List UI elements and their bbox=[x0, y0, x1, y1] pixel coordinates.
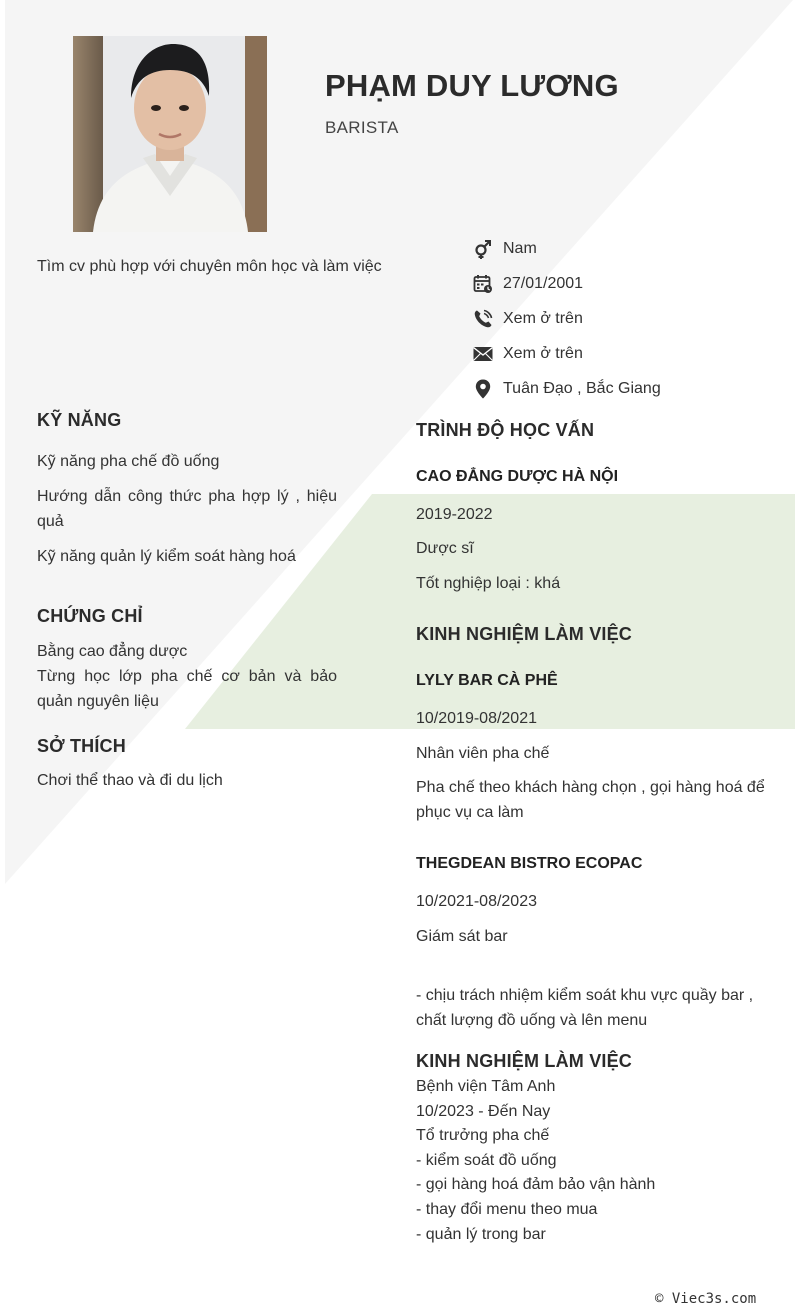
experience2-heading: KINH NGHIỆM LÀM VIỆC bbox=[416, 1051, 633, 1071]
location-icon bbox=[472, 378, 494, 400]
skill-item: Kỹ năng quản lý kiểm soát hàng hoá bbox=[37, 548, 296, 565]
experience2-line: Tổ trưởng pha chế bbox=[416, 1127, 550, 1145]
hobbies-heading: SỞ THÍCH bbox=[37, 736, 126, 756]
skill-item: Hướng dẫn công thức pha hợp lý , hiệu quả bbox=[37, 488, 337, 530]
career-objective: Tìm cv phù hợp với chuyên môn học và làm việc bbox=[37, 258, 382, 275]
experience2-line: - gọi hàng hoá đảm bảo vận hành bbox=[416, 1176, 656, 1194]
certificates-heading: CHỨNG CHỈ bbox=[37, 606, 143, 626]
contact-address-value: Tuân Đạo , Bắc Giang bbox=[503, 379, 661, 397]
contact-email-value: Xem ở trên bbox=[503, 344, 583, 362]
experience2-line: - thay đổi menu theo mua bbox=[416, 1200, 598, 1218]
certificate-item: Bằng cao đẳng dược bbox=[37, 643, 188, 660]
experience2-line: Bệnh viện Tâm Anh bbox=[416, 1078, 556, 1095]
job-description: Pha chế theo khách hàng chọn , gọi hàng hoá để phục vụ ca làm bbox=[416, 779, 765, 821]
experience2-details bbox=[416, 1075, 776, 1247]
experience2-line: - kiểm soát đồ uống bbox=[416, 1151, 557, 1169]
contact-phone bbox=[472, 302, 792, 337]
phone-icon bbox=[472, 308, 494, 330]
gender-icon bbox=[472, 238, 494, 260]
job-description: - chịu trách nhiệm kiểm soát khu vực quầy bar , chất lượng đồ uống và lên menu bbox=[416, 987, 754, 1029]
candidate-name: PHẠM DUY LƯƠNG bbox=[325, 68, 619, 103]
contact-birthday-value: 27/01/2001 bbox=[503, 275, 584, 293]
education-note: Tốt nghiệp loại : khá bbox=[416, 575, 561, 592]
job-company: THEGDEAN BISTRO ECOPAC bbox=[416, 855, 643, 872]
experience2-line: 10/2023 - Đến Nay bbox=[416, 1102, 551, 1120]
footer-copyright[interactable]: © Viec3s.com bbox=[655, 1291, 757, 1307]
job-period: 10/2019-08/2021 bbox=[416, 710, 537, 727]
job-period: 10/2021-08/2023 bbox=[416, 893, 537, 910]
hobbies-text: Chơi thể thao và đi du lịch bbox=[37, 772, 223, 789]
contact-info bbox=[472, 232, 792, 406]
job-position: Giám sát bar bbox=[416, 928, 508, 945]
job-company: LYLY BAR CÀ PHÊ bbox=[416, 672, 558, 689]
contact-birthday bbox=[472, 267, 792, 302]
profile-photo bbox=[73, 36, 267, 232]
experience-heading: KINH NGHIỆM LÀM VIỆC bbox=[416, 624, 633, 644]
contact-gender bbox=[472, 232, 792, 267]
certificate-item: Từng học lớp pha chế cơ bản và bảo quản nguyên liệu bbox=[37, 668, 337, 710]
job-position: Nhân viên pha chế bbox=[416, 745, 550, 762]
skills-heading: KỸ NĂNG bbox=[37, 410, 122, 430]
skill-item: Kỹ năng pha chế đồ uống bbox=[37, 453, 220, 470]
education-major: Dược sĩ bbox=[416, 540, 474, 557]
education-school: CAO ĐẲNG DƯỢC HÀ NỘI bbox=[416, 468, 619, 485]
contact-email bbox=[472, 336, 792, 371]
calendar-icon bbox=[472, 273, 494, 295]
education-period: 2019-2022 bbox=[416, 506, 493, 523]
experience2-line: - quản lý trong bar bbox=[416, 1225, 546, 1243]
skills-list bbox=[37, 449, 337, 579]
contact-phone-value: Xem ở trên bbox=[503, 309, 583, 327]
education-heading: TRÌNH ĐỘ HỌC VẤN bbox=[416, 420, 595, 440]
contact-address bbox=[472, 371, 792, 406]
job-title: BARISTA bbox=[325, 118, 399, 137]
contact-gender-value: Nam bbox=[503, 240, 537, 258]
certificates-list bbox=[37, 639, 337, 714]
mail-icon bbox=[472, 343, 494, 365]
